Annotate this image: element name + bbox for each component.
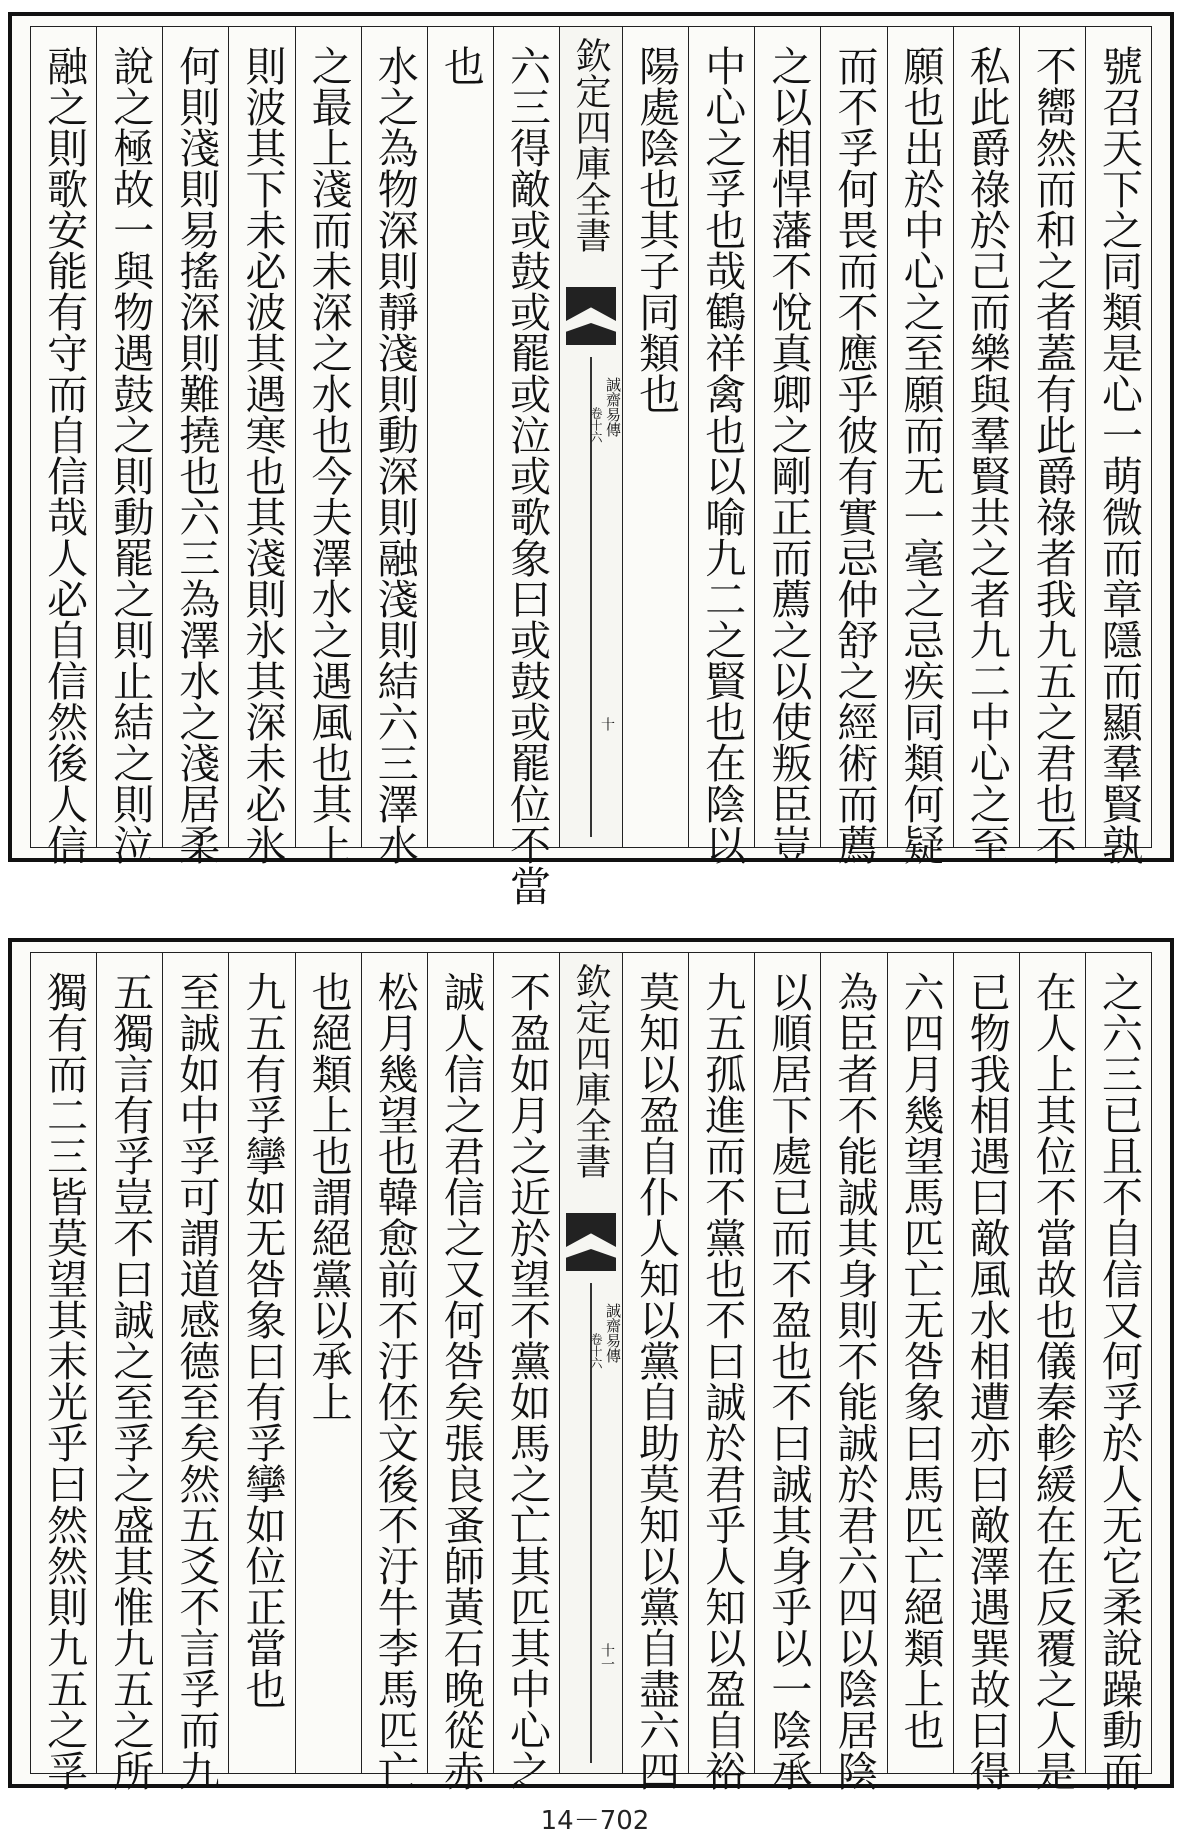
text-column: 也絕類上也謂絕黨以承上 [295, 953, 361, 1773]
text-column: 在人上其位不當故也儀秦軫緩在在反覆之人是 [1019, 953, 1085, 1773]
work-title: 誠齋易傳 [604, 377, 622, 437]
page-number: 14－702 [540, 1806, 650, 1836]
text-column: 之六三已且不自信又何孚於人无它柔說躁動而 [1085, 953, 1151, 1773]
text-column: 六四月幾望馬匹亡无咎象曰馬匹亡絕類上也 [887, 953, 953, 1773]
volume-label: 卷十六 [589, 407, 603, 443]
upper-page [8, 12, 1174, 906]
text-column: 九五有孚攣如无咎象曰有孚攣如位正當也 [228, 953, 294, 1773]
text-column: 說之極故一與物遇鼓之則動罷之則止結之則泣 [96, 27, 162, 847]
lower-page [8, 938, 1174, 1791]
text-column: 陽處陰也其子同類也 [622, 27, 688, 847]
book-title: 欽定四庫全書 [570, 37, 611, 253]
work-title: 誠齋易傳 [604, 1303, 622, 1363]
book-title: 欽定四庫全書 [570, 963, 611, 1179]
text-column: 松月幾望也韓愈前不汙伾文後不汙牛李馬匹亡 [361, 953, 427, 1773]
text-column: 之以相悍藩不悅真卿之剛正而薦之以使叛臣豈 [754, 27, 820, 847]
text-column: 為臣者不能誠其身則不能誠於君六四以陰居陰 [820, 953, 886, 1773]
text-column: 不盈如月之近於望不黨如馬之亡其匹其中心之 [493, 953, 559, 1773]
text-column: 之最上淺而未深之水也今夫澤水之遇風也其上 [295, 27, 361, 847]
text-column: 誠人信之君信之又何咎矣張良蚤師黃石晚從赤 [427, 953, 493, 1773]
text-column: 以順居下處已而不盈也不曰誠其身乎以一陰承 [754, 953, 820, 1773]
fishtail-mark-lower [566, 323, 616, 345]
center-margin [559, 27, 622, 847]
fishtail-mark [566, 1213, 616, 1247]
fishtail-mark-lower [566, 1249, 616, 1271]
text-column: 何則淺則易搖深則難撓也六三為澤水之淺居柔 [162, 27, 228, 847]
text-column: 中心之孚也哉鶴祥禽也以喻九二之賢也在陰以 [688, 27, 754, 847]
text-column: 獨有而二三皆莫望其末光乎曰然然則九五之孚 [40, 971, 89, 1791]
text-column: 莫知以盈自仆人知以黨自助莫知以黨自盡六四 [622, 953, 688, 1773]
text-column: 六三得敵或鼓或罷或泣或歌象曰或鼓或罷位不當 [493, 27, 559, 847]
text-column: 融之則歌安能有守而自信哉人必自信然後人信 [40, 45, 89, 865]
text-column: 而不孚何畏而不應乎彼有實忌仲舒之經術而薦 [820, 27, 886, 847]
lower-text-frame [30, 952, 1152, 1791]
text-column: 至誠如中孚可謂道感德至矣然五爻不言孚而九 [162, 953, 228, 1773]
text-column: 九五孤進而不黨也不曰誠於君乎人知以盈自裕 [688, 953, 754, 1773]
text-column: 願也出於中心之至願而无一毫之忌疾同類何疑 [887, 27, 953, 847]
center-margin [559, 953, 622, 1773]
text-column: 也 [427, 27, 493, 847]
folio-number: 十一 [599, 1643, 615, 1671]
text-column: 五獨言有孚豈不曰誠之至孚之盛其惟九五之所 [96, 953, 162, 1773]
text-column: 私此爵祿於己而樂與羣賢共之者九二中心之至 [953, 27, 1019, 847]
fishtail-mark [566, 287, 616, 321]
text-column: 不嚮然而和之者蓋有此爵祿者我九五之君也不 [1019, 27, 1085, 847]
upper-text-frame [30, 26, 1152, 906]
text-column: 則波其下未必波其遇寒也其淺則氷其深未必氷 [228, 27, 294, 847]
text-column: 號召天下之同類是心一萌微而章隱而顯羣賢孰 [1085, 27, 1151, 847]
text-column: 已物我相遇曰敵風水相遭亦曰敵澤遇巽故曰得 [953, 953, 1019, 1773]
folio-number: 十 [599, 717, 615, 731]
text-column: 水之為物深則靜淺則動深則融淺則結六三澤水 [361, 27, 427, 847]
volume-label: 卷十六 [589, 1333, 603, 1369]
